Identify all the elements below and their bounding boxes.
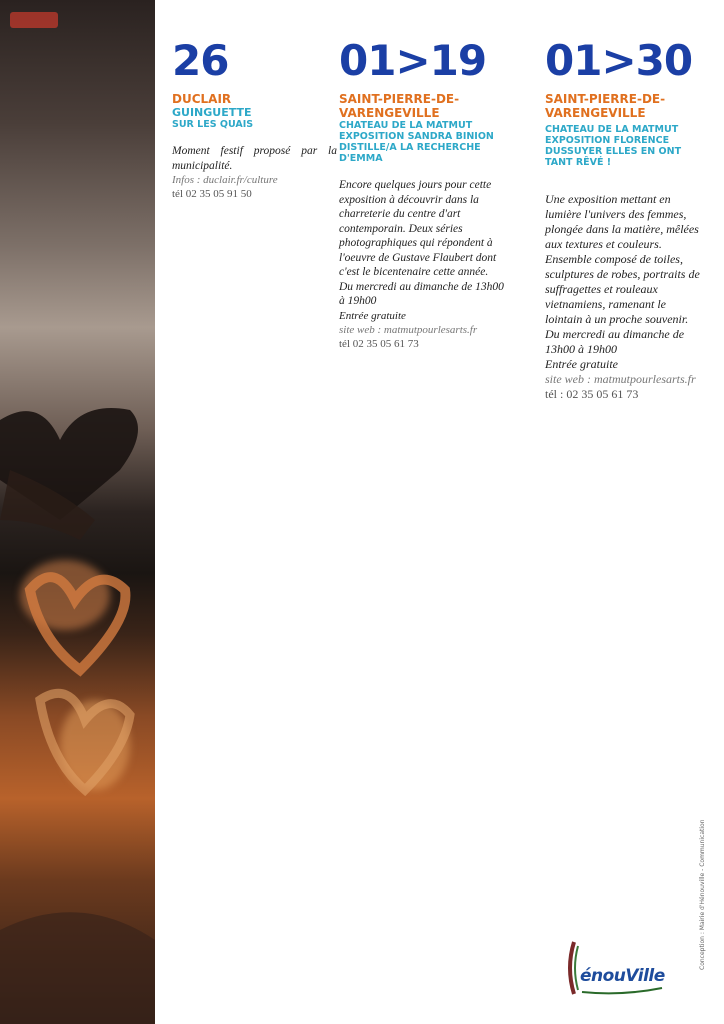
event-phone: tél : 02 35 05 61 73 xyxy=(545,387,639,401)
event-phone: tél 02 35 05 61 73 xyxy=(339,338,419,350)
event-date: 26 xyxy=(172,36,229,85)
event-column-2 xyxy=(339,38,507,351)
event-location: SAINT-PIERRE-DE-VARENGEVILLE xyxy=(339,92,460,120)
event-location: DUCLAIR xyxy=(172,92,232,106)
event-description: Une exposition mettant en lumière l'univers des femmes, plongée dans la matière, mêlées aux textures et couleurs. Ensemble composé de toiles, sculptures de robes, portraits de suffragettes et rouleaux vietnamiens, ramenant le lointain à un proche souvenir. xyxy=(545,192,700,326)
event-venue: GUINGUETTE xyxy=(172,106,252,119)
event-column-1 xyxy=(172,38,337,201)
event-location: SAINT-PIERRE-DE-VARENGEVILLE xyxy=(545,92,666,120)
event-hours: Du mercredi au dimanche de 13h00 à 19h00 xyxy=(545,327,685,356)
heart-hands-silhouettes xyxy=(0,0,155,1024)
event-venue: CHATEAU DE LA MATMUT xyxy=(339,120,473,131)
concert-hearts-photo xyxy=(0,0,155,1024)
henouville-logo xyxy=(562,938,670,998)
event-info-link[interactable]: Infos : duclair.fr/culture xyxy=(172,174,278,186)
event-venue: CHATEAU DE LA MATMUT xyxy=(545,124,679,135)
event-entry: Entrée gratuite xyxy=(339,309,406,322)
event-date: 01>19 xyxy=(339,36,487,85)
event-info-link[interactable]: site web : matmutpourlesarts.fr xyxy=(545,372,696,386)
event-phone: tél 02 35 05 91 50 xyxy=(172,188,252,200)
event-description: Encore quelques jours pour cette exposition à découvrir dans la charreterie du centre d'art contemporain. Deux séries photographiques qui répondent à l'oeuvre de Gustave Flaubert dont c'est le bicentenaire cette année. xyxy=(339,179,497,278)
event-info-link[interactable]: site web : matmutpourlesarts.fr xyxy=(339,324,478,336)
event-subtitle: EXPOSITION SANDRA BINION DISTILLE/A LA RECHERCHE D'EMMA xyxy=(339,131,494,164)
event-description: Moment festif proposé par la municipalité. xyxy=(172,145,337,172)
design-credit: Conception : Mairie d'Hénouville - Communication xyxy=(699,819,706,970)
event-column-3 xyxy=(545,38,703,402)
logo-wordmark: énouVille xyxy=(580,966,665,986)
event-hours: Du mercredi au dimanche de 13h00 à 19h00 xyxy=(339,280,504,307)
event-date: 01>30 xyxy=(545,36,693,85)
event-subtitle: EXPOSITION FLORENCE DUSSUYER ELLES EN ONT TANT RÊVÉ ! xyxy=(545,135,682,168)
event-subtitle: SUR LES QUAIS xyxy=(172,119,254,130)
event-entry: Entrée gratuite xyxy=(545,357,618,371)
